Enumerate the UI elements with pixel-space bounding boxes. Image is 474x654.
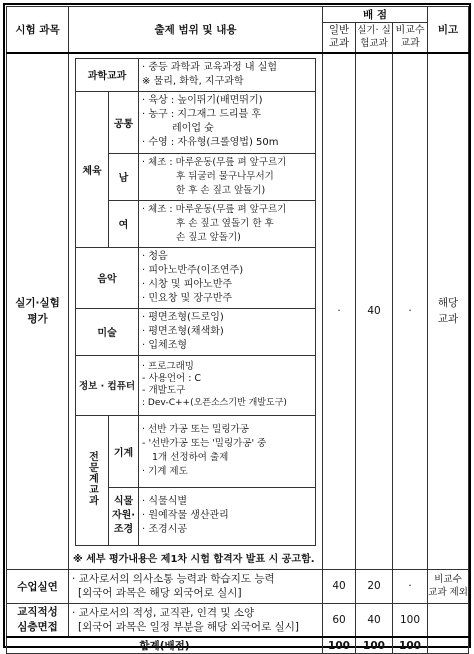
pe-male-label: 남 xyxy=(109,153,139,200)
practical-eval-practical-score: 40 xyxy=(356,53,393,570)
interview-remark xyxy=(428,603,469,637)
header-non-subject: 비교수 교과 xyxy=(393,23,428,53)
demo-lesson-content: · 교사로서의 의사소통 능력과 학습지도 능력 [외국어 과목은 해당 외국어로 실시] xyxy=(69,569,323,603)
pro-machine-label: 기계 xyxy=(109,415,139,487)
demo-lesson-remark: 비교수 교과 제외 xyxy=(428,569,469,603)
exam-table xyxy=(6,6,469,654)
pro-label: 전문계교과 xyxy=(76,415,109,545)
interview-label: 교직적성 심층면접 xyxy=(7,603,69,637)
total-practical-score: 100 xyxy=(356,637,393,654)
pe-common-label: 공통 xyxy=(109,91,139,153)
practical-eval-general-score: · xyxy=(323,53,356,570)
pro-plant-content: · 식물식별 · 원예작물 생산관리 · 조경시공 xyxy=(139,487,316,545)
practical-eval-label: 실기·실험 평가 xyxy=(7,53,69,570)
info-label: 정보 · 컴퓨터 xyxy=(76,355,139,415)
total-non-subject-score: 100 xyxy=(393,637,428,654)
pe-common-content: · 육상 : 높이뛰기(배면뛰기) · 농구 : 지그재그 드리블 후 레이업 슛 · 수영 : 자유형(크롤영법) 50m xyxy=(139,91,316,153)
pe-female-label: 여 xyxy=(109,200,139,247)
practical-eval-content xyxy=(69,53,323,570)
header-scope: 출제 범위 및 내용 xyxy=(69,7,323,53)
interview-practical-score: 40 xyxy=(356,603,393,637)
header-general: 일반 교과 xyxy=(323,23,356,53)
pe-male-content: · 체조 : 마루운동(무릎 펴 앞구르기 후 뒤굴러 물구나무서기 한 후 손 짚고 앞돌기) xyxy=(139,153,316,200)
pe-female-content: · 체조 : 마루운동(무릎 펴 앞구르기 후 손 짚고 옆돌기 한 후 손 짚고 앞돌기) xyxy=(139,200,316,247)
science-content: · 중등 과학과 교육과정 내 실험 ※ 물리, 화학, 지구과학 xyxy=(139,58,316,91)
practical-eval-note: ※ 세부 평가내용은 제1차 시험 합격자 발표 시 공고함. xyxy=(73,553,315,565)
pe-label: 체육 xyxy=(76,91,109,247)
demo-lesson-label: 수업실연 xyxy=(7,569,69,603)
art-content: · 평면조형(드로잉) · 평면조형(채색화) · 입체조형 xyxy=(139,308,316,355)
demo-lesson-non-subject-score: · xyxy=(393,569,428,603)
pro-plant-label: 식물 자원· 조경 xyxy=(109,487,139,545)
header-exam-subject: 시험 과목 xyxy=(7,7,69,53)
info-content: · 프로그래밍 - 사용언어 : C - 개발도구 : Dev-C++(오픈소스기반 개발도구) xyxy=(139,355,316,415)
total-remark xyxy=(428,637,469,654)
total-general-score: 100 xyxy=(323,637,356,654)
demo-lesson-practical-score: 20 xyxy=(356,569,393,603)
total-label: 합계(배점) xyxy=(7,637,323,654)
interview-general-score: 60 xyxy=(323,603,356,637)
science-label: 과학교과 xyxy=(76,58,139,91)
header-points: 배 점 xyxy=(323,7,428,23)
music-label: 음악 xyxy=(76,247,139,308)
practical-eval-remark: 해당 교과 xyxy=(428,53,469,570)
interview-content: · 교사로서의 적성, 교직관, 인격 및 소양 [외국어 과목은 일정 부분을 해당 외국어로 실시] xyxy=(69,603,323,637)
header-remarks: 비고 xyxy=(428,7,469,53)
art-label: 미술 xyxy=(76,308,139,355)
header-practical: 실기· 실험교과 xyxy=(356,23,393,53)
practical-eval-non-subject-score: · xyxy=(393,53,428,570)
practical-eval-inner-table xyxy=(75,58,316,546)
demo-lesson-general-score: 40 xyxy=(323,569,356,603)
pro-machine-content: · 선반 가공 또는 밀링가공 - '선반가공 또는 '밀링가공' 중 1개 선정하여 출제 · 기계 제도 xyxy=(139,415,316,487)
music-content: · 청음 · 피아노반주(이조연주) · 시창 및 피아노반주 · 민요창 및 장구반주 xyxy=(139,247,316,308)
interview-non-subject-score: 100 xyxy=(393,603,428,637)
